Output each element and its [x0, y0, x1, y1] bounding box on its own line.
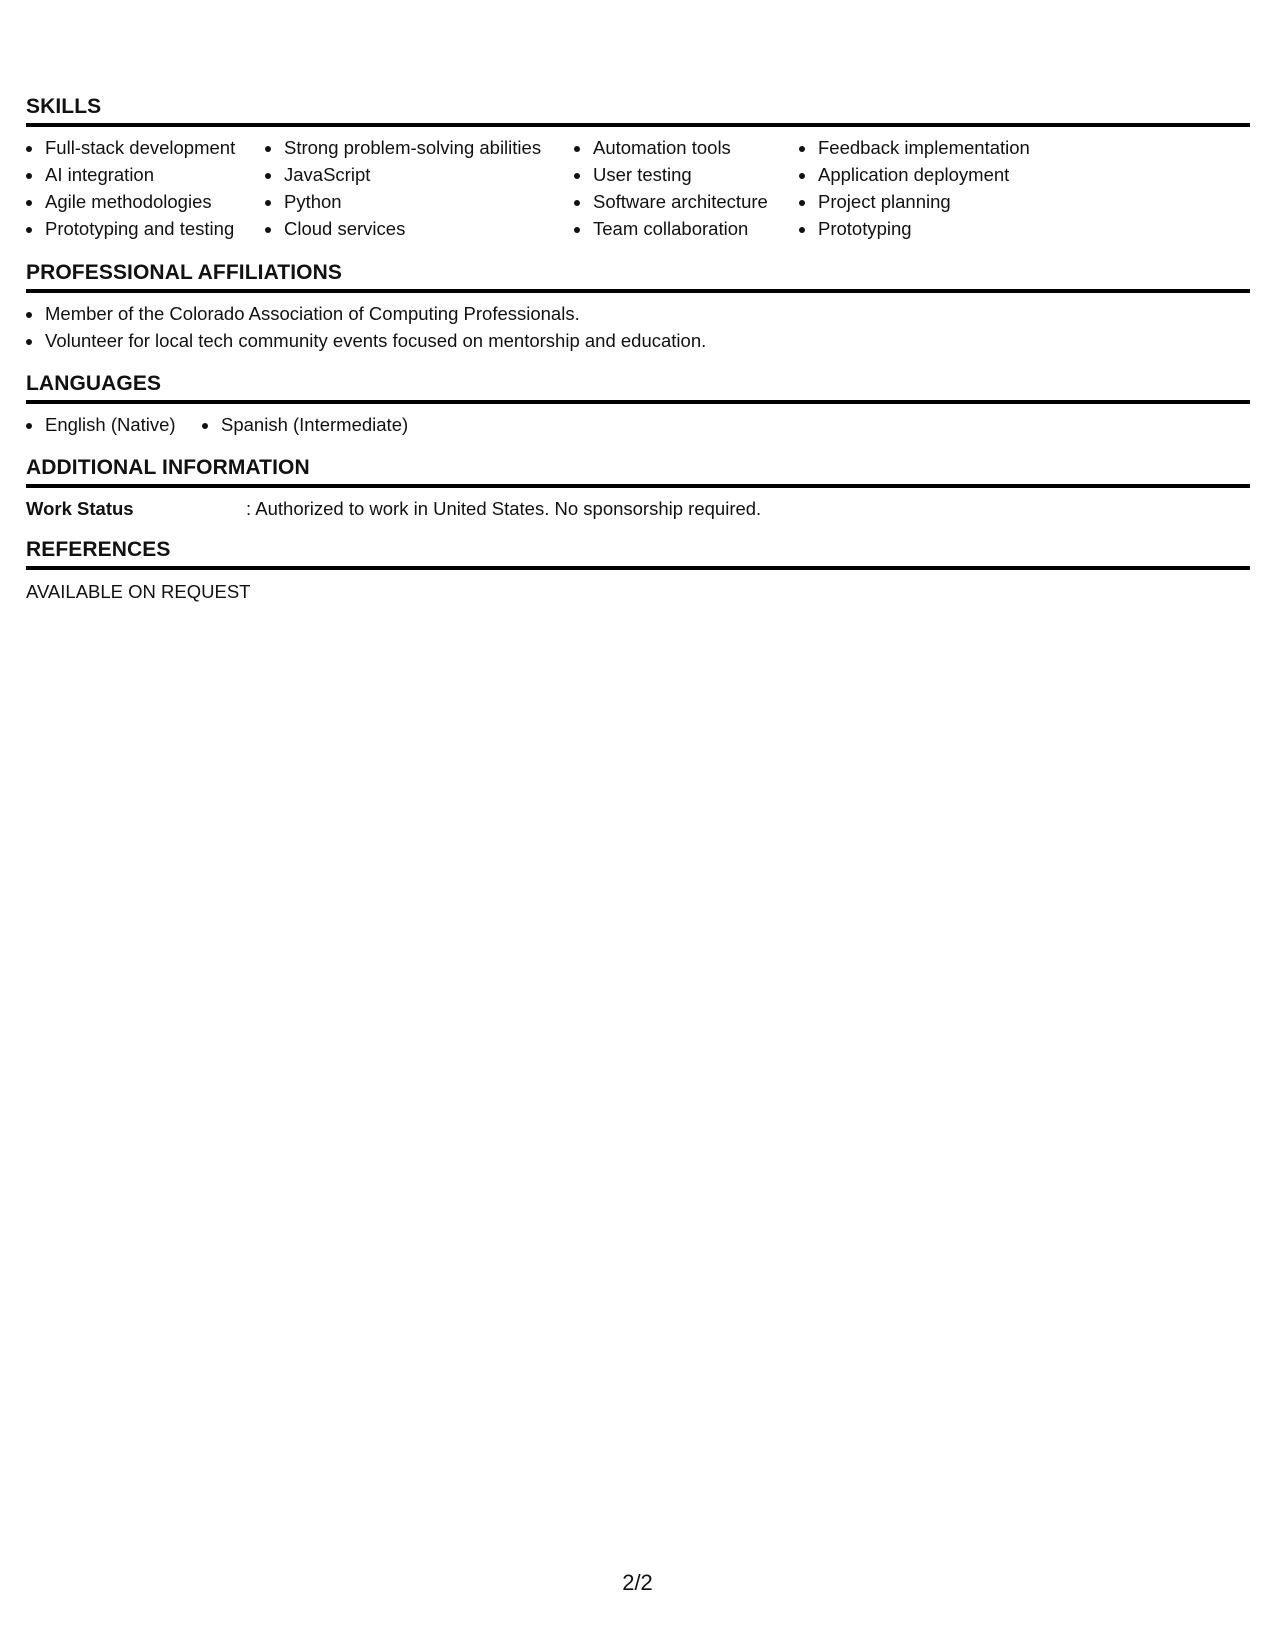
work-status-label: Work Status — [26, 498, 134, 519]
page-number: 2/2 — [622, 1570, 653, 1595]
affiliation-item: Member of the Colorado Association of Computing Professionals. — [26, 303, 580, 325]
skills-heading: SKILLS — [26, 94, 1250, 127]
skill-item: Cloud services — [265, 218, 405, 240]
skill-item: Strong problem-solving abilities — [265, 137, 541, 159]
language-item: Spanish (Intermediate) — [202, 414, 408, 436]
skill-item: AI integration — [26, 164, 154, 186]
skill-item: Team collaboration — [574, 218, 748, 240]
skill-item: User testing — [574, 164, 692, 186]
skill-item: Automation tools — [574, 137, 731, 159]
references-heading: REFERENCES — [26, 537, 1250, 570]
language-item: English (Native) — [26, 414, 176, 436]
skill-item: Agile methodologies — [26, 191, 212, 213]
skill-item: Feedback implementation — [799, 137, 1030, 159]
skill-item: Software architecture — [574, 191, 768, 213]
skill-item: JavaScript — [265, 164, 370, 186]
skill-item: Project planning — [799, 191, 951, 213]
additional-info-heading: ADDITIONAL INFORMATION — [26, 455, 1250, 488]
work-status-value: : Authorized to work in United States. No sponsorship required. — [246, 498, 762, 519]
affiliations-heading: PROFESSIONAL AFFILIATIONS — [26, 260, 1250, 293]
skill-item: Full-stack development — [26, 137, 235, 159]
skill-item: Python — [265, 191, 342, 213]
references-text: AVAILABLE ON REQUEST — [26, 581, 251, 602]
affiliation-item: Volunteer for local tech community events focused on mentorship and education. — [26, 330, 706, 352]
skill-item: Prototyping and testing — [26, 218, 234, 240]
skill-item: Prototyping — [799, 218, 912, 240]
languages-heading: LANGUAGES — [26, 371, 1250, 404]
skill-item: Application deployment — [799, 164, 1009, 186]
